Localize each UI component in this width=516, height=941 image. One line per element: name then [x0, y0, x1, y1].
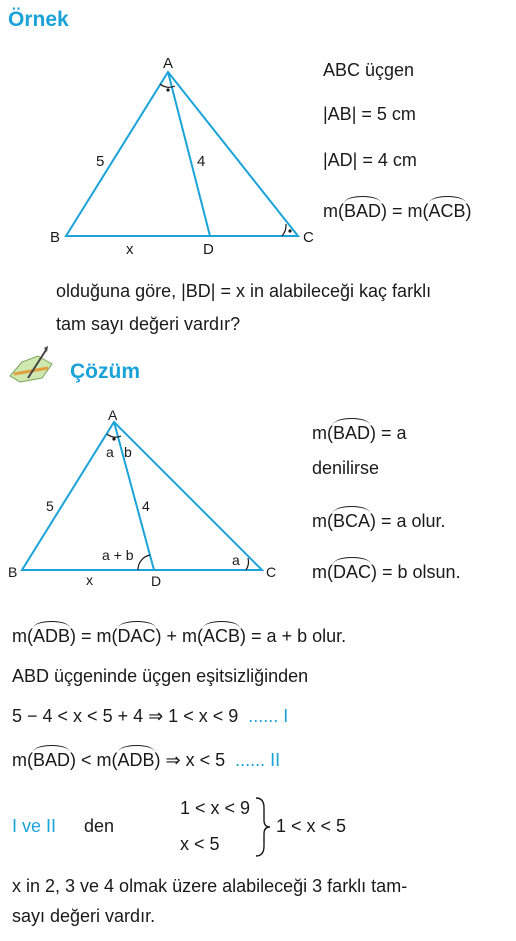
side-bd-label: x — [126, 241, 134, 258]
vertex-d: D — [203, 241, 214, 258]
angle-bad-mark — [160, 84, 175, 87]
given-4: m(BAD) = m(ACB) — [323, 201, 472, 221]
vertex-b-solution: B — [8, 564, 18, 580]
side-ad-label-solution: 4 — [142, 498, 150, 514]
combine-row-1: 1 < x < 9 — [180, 798, 251, 818]
conclusion-line-1: x in 2, 3 ve 4 olmak üzere alabileceği 3 farklı tam- — [12, 876, 408, 896]
solution-heading: Çözüm — [70, 360, 140, 383]
vertex-c-solution: C — [266, 564, 277, 580]
angle-a-label: a — [106, 444, 114, 460]
combine-result: 1 < x < 5 — [276, 816, 347, 836]
step-4: m(BAD) < m(ADB) ⇒ x < 5 ...... II — [12, 750, 281, 770]
combine-row-2: x < 5 — [180, 834, 220, 854]
angle-b-label: b — [124, 444, 132, 460]
combine-label: I ve II — [12, 816, 57, 836]
note-3: m(BCA) = a olur. — [312, 511, 446, 531]
given-3: |AD| = 4 cm — [323, 150, 417, 170]
vertex-b: B — [50, 229, 61, 246]
example-heading: Örnek — [8, 8, 69, 31]
vertex-c: C — [303, 229, 314, 246]
step-3-tag: ...... I — [248, 706, 289, 726]
angle-acb-mark — [282, 224, 286, 236]
note-1: m(BAD) = a — [312, 423, 407, 443]
side-ab-label-solution: 5 — [46, 498, 54, 514]
right-brace — [252, 796, 272, 858]
angle-a-plus-b-label: a + b — [102, 547, 134, 563]
vertex-a-solution: A — [108, 407, 118, 423]
solution-triangle — [0, 400, 300, 595]
given-2: |AB| = 5 cm — [323, 104, 416, 124]
vertex-d-solution: D — [151, 573, 162, 589]
combine-den: den — [84, 816, 115, 836]
angle-adb-mark — [138, 555, 150, 570]
step-2: ABD üçgeninde üçgen eşitsizliğinden — [12, 666, 309, 686]
note-2: denilirse — [312, 458, 380, 478]
step-1: m(ADB) = m(DAC) + m(ACB) = a + b olur. — [12, 626, 347, 646]
note-4: m(DAC) = b olsun. — [312, 562, 461, 582]
hand-writing-icon — [8, 344, 56, 384]
question-line-1: olduğuna göre, |BD| = x in alabileceği kaç farklı — [56, 281, 432, 301]
vertex-a: A — [163, 55, 174, 72]
given-1: ABC üçgen — [323, 60, 415, 80]
angle-c-label: a — [232, 552, 240, 568]
triangle-abc-solution — [22, 422, 262, 570]
question-line-2: tam sayı değeri vardır? — [56, 314, 241, 334]
angle-bca-mark — [246, 558, 248, 570]
example-triangle — [0, 50, 320, 260]
conclusion-line-2: sayı değeri vardır. — [12, 906, 156, 926]
side-ab-label: 5 — [96, 153, 105, 170]
step-3: 5 − 4 < x < 5 + 4 ⇒ 1 < x < 9 ...... I — [12, 706, 289, 726]
side-ad-label: 4 — [197, 153, 206, 170]
step-4-tag: ...... II — [235, 750, 281, 770]
side-bd-label-solution: x — [86, 572, 93, 588]
